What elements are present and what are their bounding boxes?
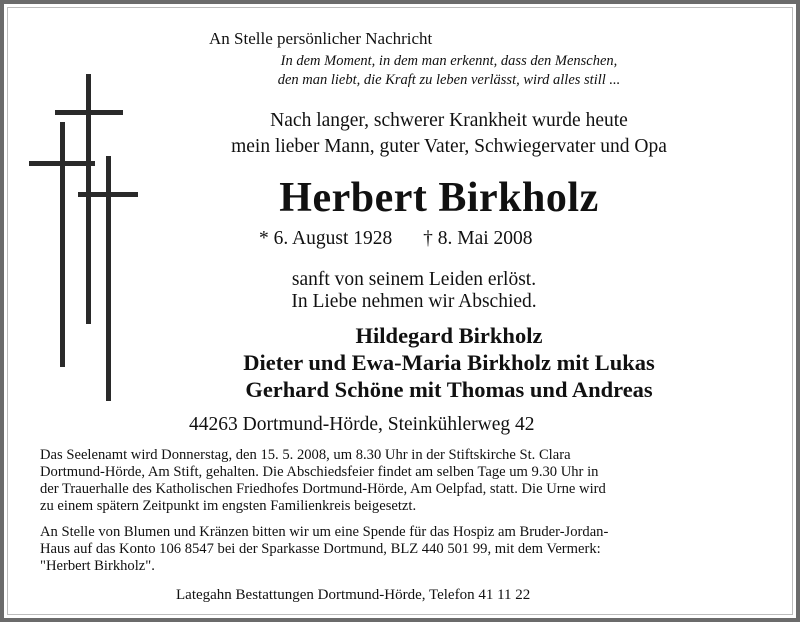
intro-line: Nach langer, schwerer Krankheit wurde heute	[270, 110, 628, 131]
donation-line: An Stelle von Blumen und Kränzen bitten wir um eine Spende für das Hospiz am Bruder-Jordan-	[40, 524, 609, 540]
farewell-line: In Liebe nehmen wir Abschied.	[291, 291, 537, 312]
quote-line: den man liebt, die Kraft zu leben verlässt, wird alles still ...	[277, 72, 621, 88]
three-crosses-icon	[26, 64, 146, 404]
intro-text	[154, 108, 744, 160]
donation-request	[40, 524, 780, 575]
service-line: Dortmund-Hörde, Am Stift, gehalten. Die Abschiedsfeier findet am selben Tage um 9.30 Uhr in	[40, 464, 599, 480]
family-names	[154, 322, 744, 403]
service-line: zu einem spätern Zeitpunkt im engsten Familienkreis beigesetzt.	[40, 498, 417, 514]
deceased-name: Herbert Birkholz	[279, 175, 599, 221]
family-line: Hildegard Birkholz	[355, 323, 543, 348]
quote-line: In dem Moment, in dem man erkennt, dass den Menschen,	[280, 53, 618, 69]
service-details	[40, 447, 780, 515]
farewell-line: sanft von seinem Leiden erlöst.	[291, 269, 537, 290]
service-line: Das Seelenamt wird Donnerstag, den 15. 5. 2008, um 8.30 Uhr in der Stiftskirche St. Clara	[40, 447, 571, 463]
death-date: † 8. Mai 2008	[423, 228, 533, 249]
donation-line: Haus auf das Konto 106 8547 bei der Sparkasse Dortmund, BLZ 440 501 99, mit dem Vermerk:	[40, 541, 601, 557]
intro-line: mein lieber Mann, guter Vater, Schwiegervater und Opa	[231, 136, 667, 157]
service-line: der Trauerhalle des Katholischen Friedhofes Dortmund-Hörde, Am Oelpfad, statt. Die Urne wird	[40, 481, 606, 497]
family-line: Dieter und Ewa-Maria Birkholz mit Lukas	[243, 350, 655, 375]
birth-date: * 6. August 1928	[259, 228, 393, 249]
donation-line: "Herbert Birkholz".	[40, 558, 155, 574]
life-dates	[259, 228, 559, 250]
quote	[204, 52, 694, 90]
family-line: Gerhard Schöne mit Thomas und Andreas	[245, 377, 653, 402]
funeral-home-footer: Lategahn Bestattungen Dortmund-Hörde, Telefon 41 11 22	[176, 587, 531, 603]
farewell-text	[204, 269, 624, 313]
family-address: 44263 Dortmund-Hörde, Steinkühlerweg 42	[189, 414, 535, 435]
notice-header: An Stelle persönlicher Nachricht	[209, 29, 433, 48]
